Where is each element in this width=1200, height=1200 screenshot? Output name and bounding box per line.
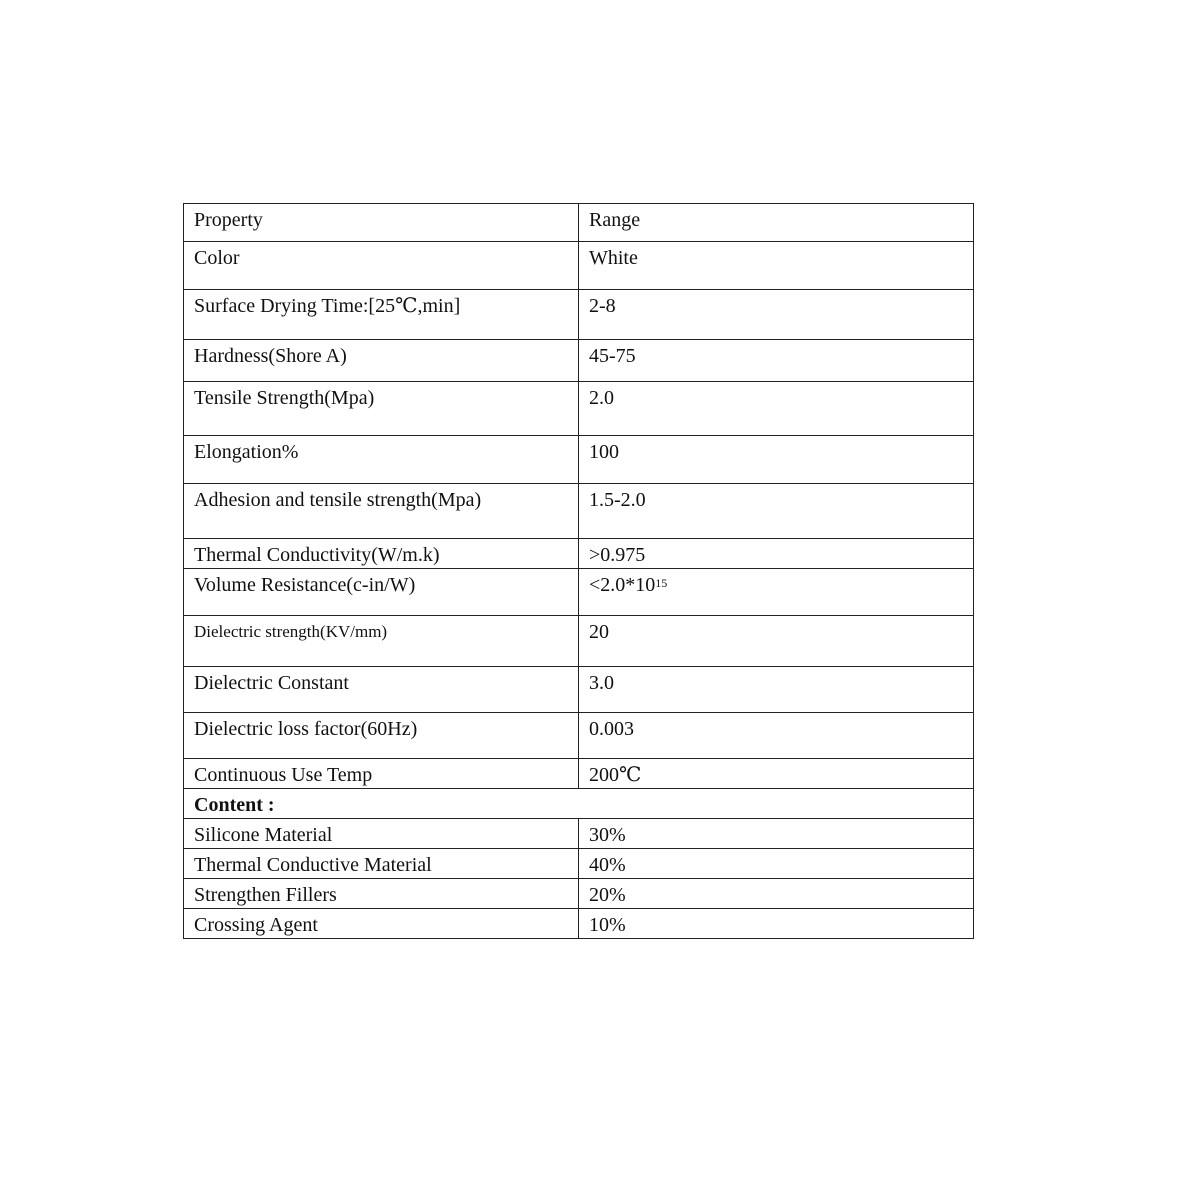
table-row xyxy=(184,616,974,667)
property-cell: Hardness(Shore A) xyxy=(184,340,579,382)
property-cell: Dielectric Constant xyxy=(184,667,579,713)
range-exponent: 15 xyxy=(655,576,668,590)
property-cell: Tensile Strength(Mpa) xyxy=(184,382,579,436)
property-cell: Silicone Material xyxy=(184,819,579,849)
range-cell: 2-8 xyxy=(579,290,974,340)
range-cell: 0.003 xyxy=(579,713,974,759)
range-cell: 20% xyxy=(579,879,974,909)
table-row xyxy=(184,539,974,569)
table-row xyxy=(184,340,974,382)
table-row xyxy=(184,242,974,290)
table-row xyxy=(184,569,974,616)
property-cell: Adhesion and tensile strength(Mpa) xyxy=(184,484,579,539)
table-row xyxy=(184,759,974,789)
range-cell: 100 xyxy=(579,436,974,484)
property-cell: Surface Drying Time:[25℃,min] xyxy=(184,290,579,340)
properties-table xyxy=(183,203,974,939)
range-cell: 45-75 xyxy=(579,340,974,382)
content-row xyxy=(184,849,974,879)
property-cell: Elongation% xyxy=(184,436,579,484)
range-cell: 200℃ xyxy=(579,759,974,789)
table-row xyxy=(184,436,974,484)
property-cell: Strengthen Fillers xyxy=(184,879,579,909)
table-row xyxy=(184,667,974,713)
property-cell: Thermal Conductivity(W/m.k) xyxy=(184,539,579,569)
property-cell: Dielectric loss factor(60Hz) xyxy=(184,713,579,759)
content-row xyxy=(184,909,974,939)
content-row xyxy=(184,879,974,909)
header-range: Range xyxy=(579,204,974,242)
property-cell: Volume Resistance(c-in/W) xyxy=(184,569,579,616)
range-value: <2.0*10 xyxy=(589,574,656,596)
content-heading-row xyxy=(184,789,974,819)
property-cell: Continuous Use Temp xyxy=(184,759,579,789)
range-cell: >0.975 xyxy=(579,539,974,569)
range-cell: White xyxy=(579,242,974,290)
range-cell: 20 xyxy=(579,616,974,667)
range-cell: 10% xyxy=(579,909,974,939)
range-cell: 2.0 xyxy=(579,382,974,436)
property-cell: Dielectric strength(KV/mm) xyxy=(184,616,579,667)
range-cell: 3.0 xyxy=(579,667,974,713)
range-cell: 1.5-2.0 xyxy=(579,484,974,539)
content-heading: Content : xyxy=(184,789,974,819)
table-row xyxy=(184,713,974,759)
property-cell: Thermal Conductive Material xyxy=(184,849,579,879)
property-cell: Color xyxy=(184,242,579,290)
table-row xyxy=(184,382,974,436)
range-cell xyxy=(579,569,974,616)
table-row xyxy=(184,290,974,340)
range-cell: 30% xyxy=(579,819,974,849)
header-property: Property xyxy=(184,204,579,242)
table-header-row xyxy=(184,204,974,242)
table-row xyxy=(184,484,974,539)
content-row xyxy=(184,819,974,849)
property-cell: Crossing Agent xyxy=(184,909,579,939)
range-cell: 40% xyxy=(579,849,974,879)
